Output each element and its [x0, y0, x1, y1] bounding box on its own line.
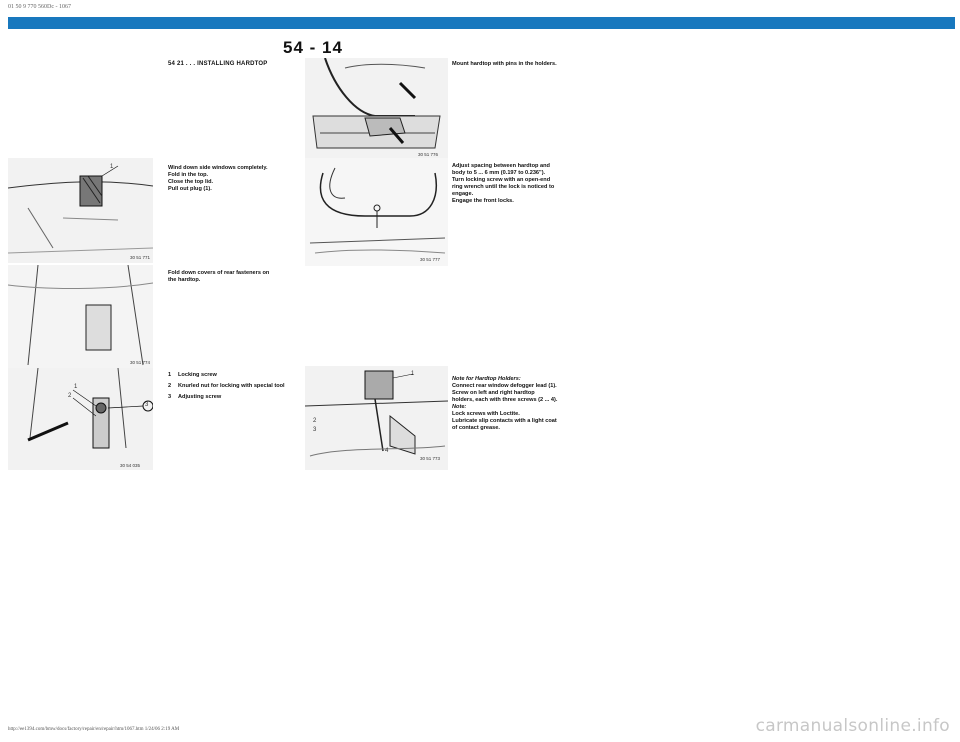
figure-hardtop-pins	[305, 58, 448, 166]
adjust-line: body to 5 ... 6 mm (0.197 to 0.236").	[452, 170, 546, 176]
note-line: Screw on left and right hardtop	[452, 390, 535, 396]
step-mount-text: Mount hardtop with pins in the holders.	[452, 61, 557, 67]
adjust-line: engage.	[452, 191, 474, 197]
adjust-line: Turn locking screw with an open-end	[452, 177, 551, 183]
figure-callout-3b: 3	[145, 402, 149, 408]
parts-legend	[168, 372, 298, 405]
figure-side-window	[8, 158, 153, 263]
step-fold-covers	[168, 270, 303, 284]
note-title: Note for Hardtop Holders:	[452, 376, 521, 382]
legend-item	[168, 383, 298, 390]
figure-callout-1c: 1	[411, 371, 415, 377]
figure-code-1: 30 51 776	[418, 152, 439, 157]
figure-callout-1a: 1	[110, 164, 114, 170]
note2-line: of contact grease.	[452, 425, 500, 431]
figure-hardtop-holders-illustration	[305, 366, 448, 470]
page-title: 54 - 14	[283, 38, 343, 57]
adjust-line: ring wrench until the lock is noticed to	[452, 184, 555, 190]
figure-code-4: 30 51 774	[130, 360, 151, 365]
windows-line: Wind down side windows completely.	[168, 165, 268, 171]
legend-item	[168, 372, 298, 379]
figure-rear-fastener	[8, 265, 153, 368]
legend-text: Locking screw	[178, 372, 217, 378]
adjust-line: Engage the front locks.	[452, 198, 514, 204]
note-hardtop-holders	[452, 376, 602, 432]
document-id: 01 50 9 770 560Dc - 1067	[8, 4, 71, 10]
legend-number: 3	[168, 394, 172, 400]
note2-line: Lock screws with Loctite.	[452, 411, 520, 417]
covers-line: the hardtop.	[168, 277, 201, 283]
note2-title: Note:	[452, 404, 467, 410]
figure-side-window-illustration	[8, 158, 153, 263]
note-line: Connect rear window defogger lead (1).	[452, 383, 557, 389]
figure-locking-screw-illustration	[8, 368, 153, 470]
figure-hardtop-pins-illustration	[305, 58, 448, 166]
figure-spacing	[305, 158, 448, 266]
legend-number: 2	[168, 383, 172, 389]
header-bar	[8, 17, 955, 29]
windows-line: Close the top lid.	[168, 179, 214, 185]
covers-line: Fold down covers of rear fasteners on	[168, 270, 270, 276]
legend-number: 1	[168, 372, 172, 378]
figure-callout-2b: 2	[68, 393, 72, 399]
note-line: holders, each with three screws (2 ... 4).	[452, 397, 558, 403]
adjust-line: Adjust spacing between hardtop and	[452, 163, 550, 169]
watermark: carmanualsonline.info	[755, 716, 950, 736]
figure-callout-4c: 4	[385, 448, 389, 454]
figure-code-5: 30 54 035	[120, 463, 141, 468]
figure-rear-fastener-illustration	[8, 265, 153, 368]
step-adjust-spacing	[452, 163, 602, 205]
figure-code-2: 30 51 777	[420, 257, 441, 262]
footer-url: http://ee1394.com/bmw/docs/factory/repair/en/repair/htm/1067.htm 1/24/06 2:19 AM	[8, 727, 180, 732]
legend-text: Adjusting screw	[178, 394, 222, 400]
section-title: 54 21 . . . INSTALLING HARDTOP	[168, 61, 268, 67]
figure-callout-1b: 1	[74, 384, 78, 390]
figure-locking-screw	[8, 368, 153, 470]
windows-line: Fold in the top.	[168, 172, 209, 178]
figure-hardtop-holders	[305, 366, 448, 470]
figure-callout-2c: 2	[313, 418, 317, 424]
step-mount-hardtop	[452, 61, 602, 68]
legend-text: Knurled nut for locking with special tool	[178, 383, 285, 389]
windows-line: Pull out plug (1).	[168, 186, 212, 192]
figure-callout-3c: 3	[313, 427, 317, 433]
figure-spacing-illustration	[305, 158, 448, 266]
note2-line: Lubricate slip contacts with a light coat	[452, 418, 557, 424]
figure-code-6: 30 51 773	[420, 456, 441, 461]
legend-item	[168, 394, 298, 401]
step-wind-down-windows	[168, 165, 303, 193]
figure-code-3: 30 51 771	[130, 255, 151, 260]
